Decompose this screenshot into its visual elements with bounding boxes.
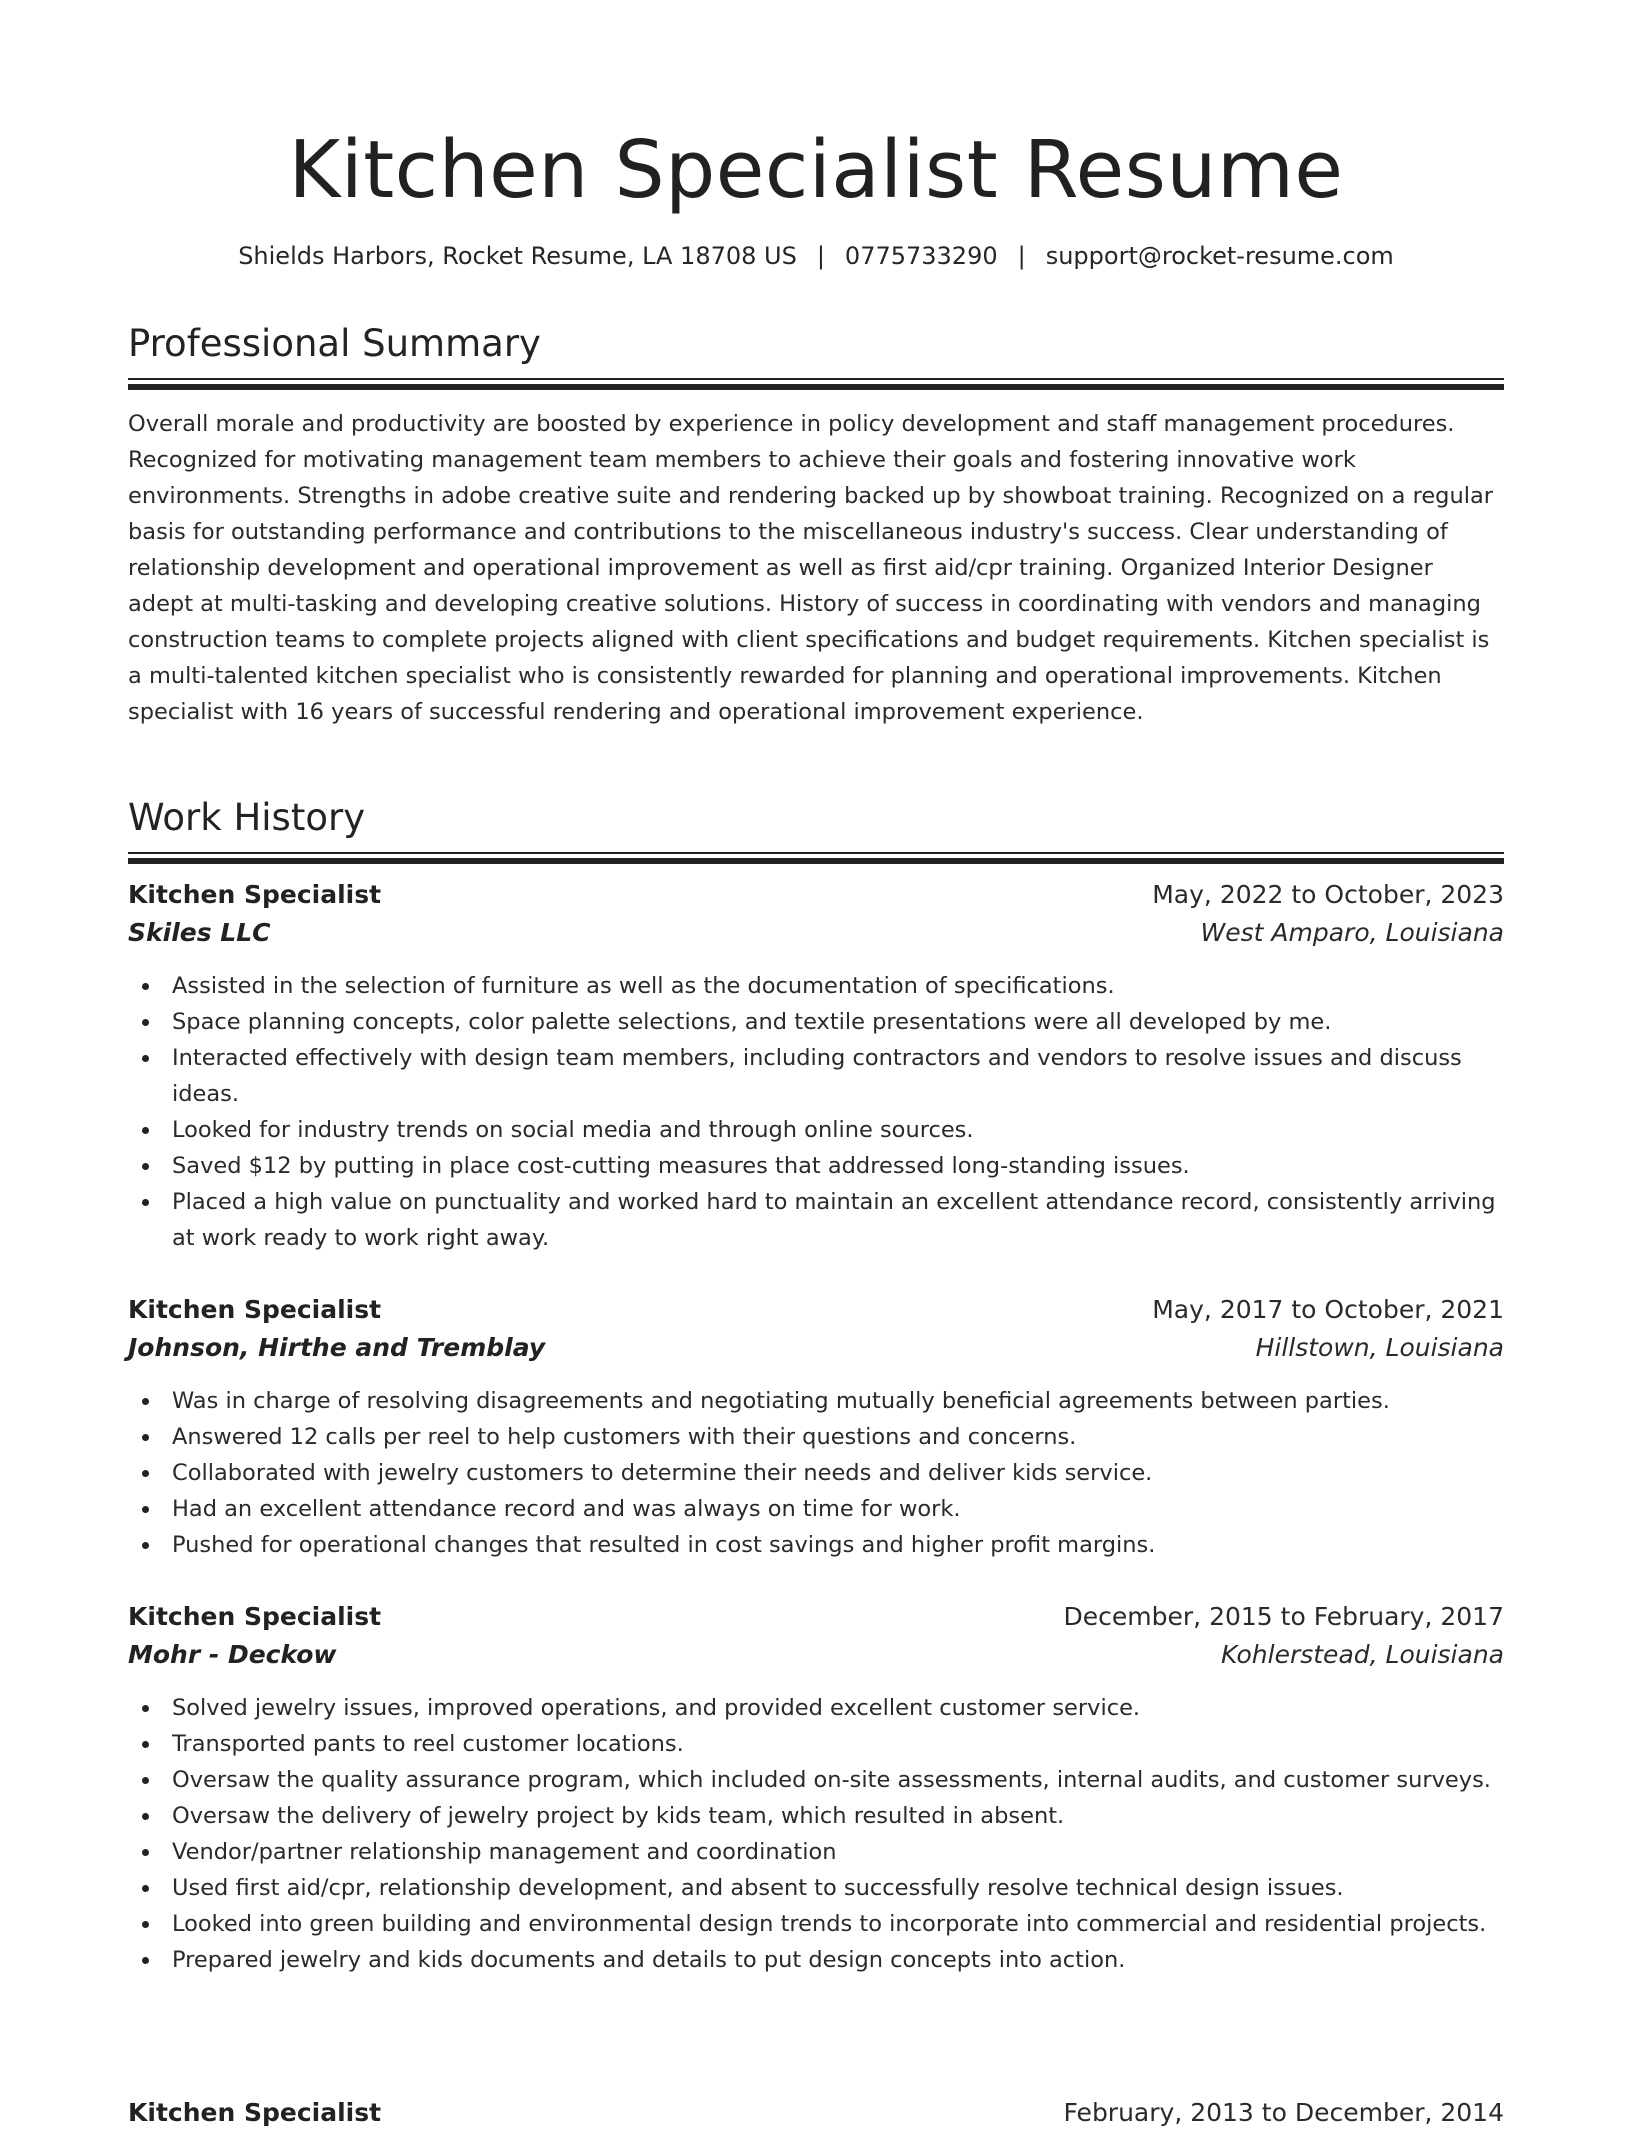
contact-separator: | (1017, 242, 1026, 270)
job-dates: May, 2017 to October, 2021 (1152, 1295, 1504, 1324)
job-company: Mohr - Deckow (128, 1640, 337, 1669)
contact-phone: 0775733290 (844, 242, 998, 270)
job-company: Johnson, Hirthe and Tremblay (128, 1333, 546, 1362)
contact-line (128, 238, 1504, 274)
job-entry (128, 1291, 1504, 1563)
work-history-divider (128, 852, 1504, 864)
job-title: Kitchen Specialist (128, 1295, 382, 1324)
job-bullet: Interacted effectively with design team members, including contractors and vendors to resolve issues and discuss ideas. (172, 1040, 1504, 1112)
job-bullet: Was in charge of resolving disagreements and negotiating mutually beneficial agreements between parties. (172, 1383, 1504, 1419)
summary-heading: Professional Summary (128, 322, 541, 365)
job-bullet: Placed a high value on punctuality and worked hard to maintain an excellent attendance record, consistently arriving at work ready to work right away. (172, 1184, 1504, 1256)
job-bullet: Collaborated with jewelry customers to determine their needs and deliver kids service. (172, 1455, 1504, 1491)
job-title: Kitchen Specialist (128, 2098, 382, 2127)
job-bullet: Solved jewelry issues, improved operations, and provided excellent customer service. (172, 1690, 1504, 1726)
job-title: Kitchen Specialist (128, 1602, 382, 1631)
work-history-heading: Work History (128, 796, 366, 839)
job-entry (128, 2094, 1504, 2132)
job-bullet: Looked for industry trends on social media and through online sources. (172, 1112, 1504, 1148)
contact-address: Shields Harbors, Rocket Resume, LA 18708 US (238, 242, 797, 270)
summary-divider (128, 378, 1504, 390)
job-bullet: Answered 12 calls per reel to help customers with their questions and concerns. (172, 1419, 1504, 1455)
job-bullet: Prepared jewelry and kids documents and details to put design concepts into action. (172, 1942, 1504, 1978)
job-location: Hillstown, Louisiana (1255, 1333, 1504, 1362)
job-entry (128, 1598, 1504, 1978)
job-bullet: Oversaw the delivery of jewelry project by kids team, which resulted in absent. (172, 1798, 1504, 1834)
job-bullet: Saved $12 by putting in place cost-cutting measures that addressed long-standing issues. (172, 1148, 1504, 1184)
job-entry (128, 876, 1504, 1256)
contact-email: support@rocket-resume.com (1045, 242, 1394, 270)
contact-separator: | (816, 242, 825, 270)
job-bullet: Transported pants to reel customer locations. (172, 1726, 1504, 1762)
job-bullet: Had an excellent attendance record and was always on time for work. (172, 1491, 1504, 1527)
job-bullet-list (128, 968, 1504, 1256)
job-dates: May, 2022 to October, 2023 (1152, 880, 1504, 909)
job-bullet: Assisted in the selection of furniture as well as the documentation of specifications. (172, 968, 1504, 1004)
job-bullet: Space planning concepts, color palette selections, and textile presentations were all developed by me. (172, 1004, 1504, 1040)
resume-title: Kitchen Specialist Resume (288, 124, 1344, 216)
job-bullet-list (128, 1690, 1504, 1978)
job-bullet: Used first aid/cpr, relationship development, and absent to successfully resolve technical design issues. (172, 1870, 1504, 1906)
summary-text: Overall morale and productivity are boosted by experience in policy development and staff management procedures. Recognized for motivating management team members to achieve their goals and fostering innovative work environments. Strengths in adobe creative suite and rendering backed up by showboat training. Recognized on a regular basis for outstanding performance and contributions to the miscellaneous industry's success. Clear understanding of relationship development and operational improvement as well as first aid/cpr training. Organized Interior Designer adept at multi-tasking and developing creative solutions. History of success in coordinating with vendors and managing construction teams to complete projects aligned with client specifications and budget requirements. Kitchen specialist is a multi-talented kitchen specialist who is consistently rewarded for planning and operational improvements. Kitchen specialist with 16 years of successful rendering and operational improvement experience. (128, 411, 1494, 725)
job-dates: December, 2015 to February, 2017 (1063, 1602, 1504, 1631)
job-bullet: Pushed for operational changes that resulted in cost savings and higher profit margins. (172, 1527, 1504, 1563)
job-dates: February, 2013 to December, 2014 (1063, 2098, 1504, 2127)
job-location: West Amparo, Louisiana (1200, 918, 1504, 947)
job-bullet-list (128, 1383, 1504, 1563)
job-bullet: Vendor/partner relationship management and coordination (172, 1834, 1504, 1870)
job-title: Kitchen Specialist (128, 880, 382, 909)
job-company: Skiles LLC (128, 918, 271, 947)
job-bullet: Looked into green building and environmental design trends to incorporate into commercial and residential projects. (172, 1906, 1504, 1942)
job-location: Kohlerstead, Louisiana (1220, 1640, 1504, 1669)
job-bullet: Oversaw the quality assurance program, which included on-site assessments, internal audits, and customer surveys. (172, 1762, 1504, 1798)
